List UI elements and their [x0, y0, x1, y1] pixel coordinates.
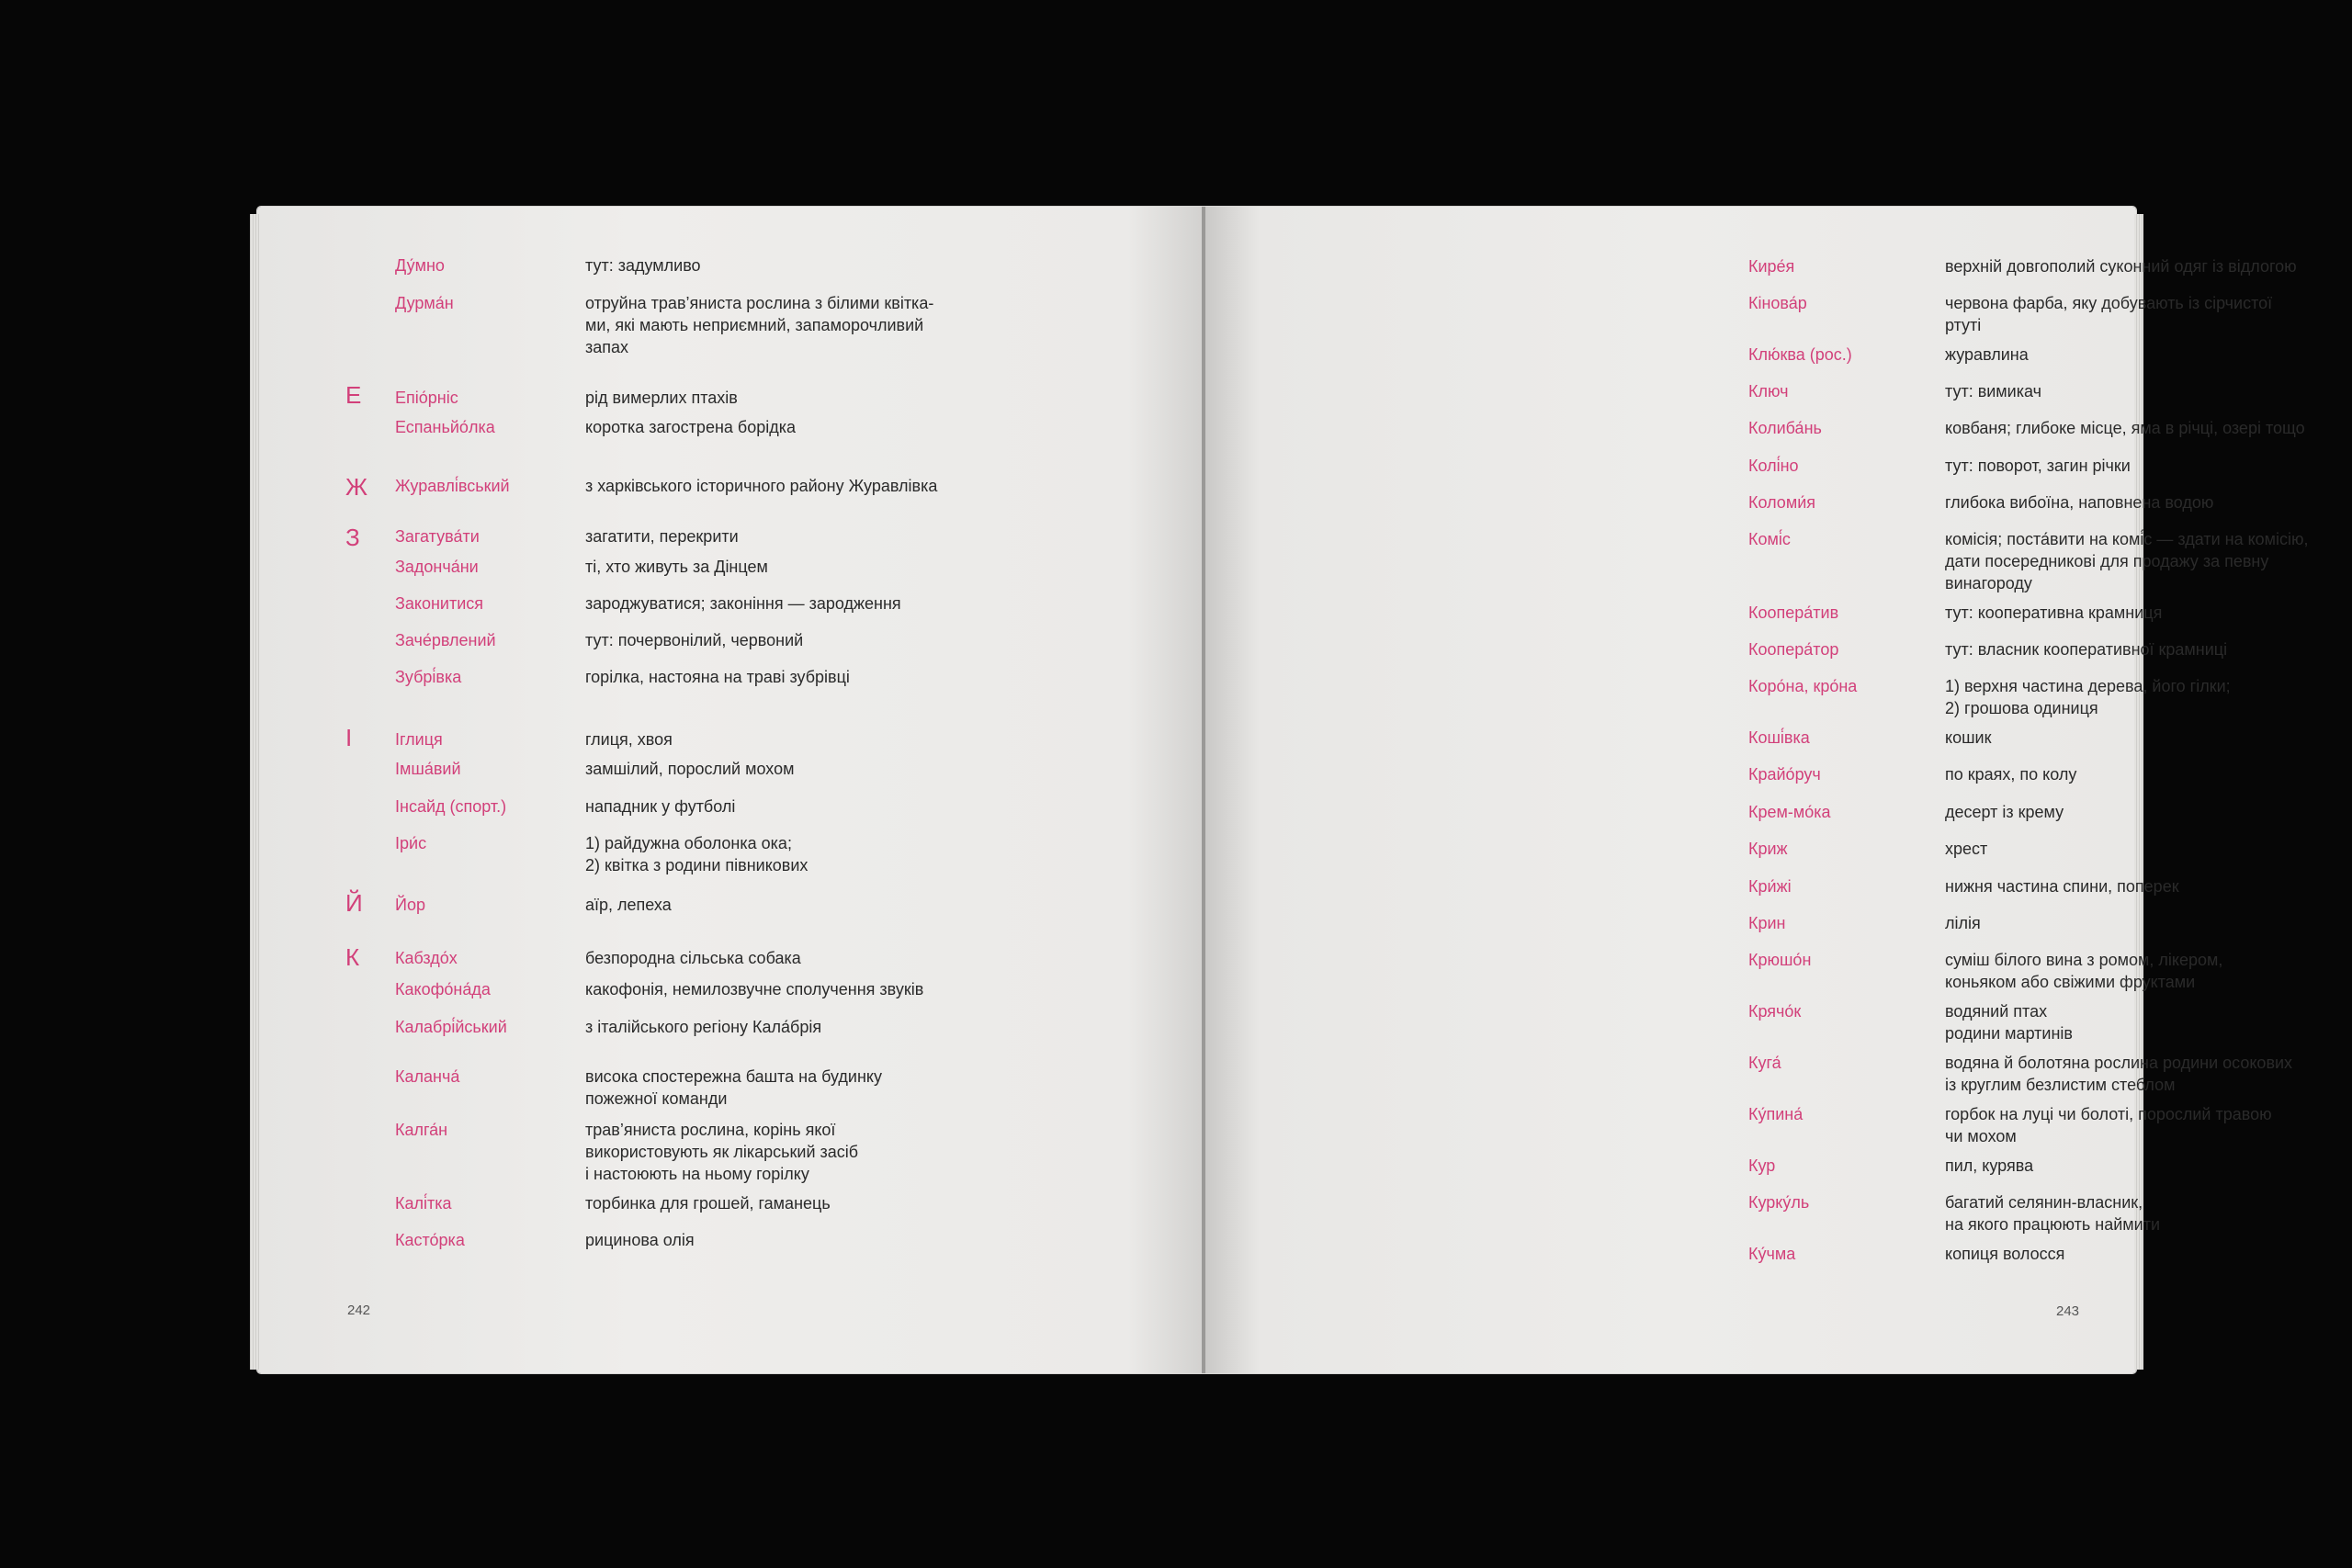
section-letter: К	[345, 943, 360, 971]
entry-definition-line: рід вимерлих птахів	[585, 389, 738, 407]
entry-word: Кри́жі	[1748, 877, 1792, 896]
entry-word: Ключ	[1748, 382, 1789, 400]
entry-word: Крячо́к	[1748, 1002, 1802, 1021]
right-page	[1204, 207, 2309, 1373]
entry-word: Йор	[395, 896, 425, 914]
entry-word: Крюшо́н	[1748, 951, 1812, 969]
entry-definition-line: тут: почервонілий, червоний	[585, 631, 804, 649]
entry-word: Кінова́р	[1748, 294, 1807, 312]
entry-definition-line: ковбаня; глибоке місце, яма в річці, озері тощо	[1945, 419, 2305, 437]
entry-definition-line: какофонія, немилозвучне сполучення звуків	[585, 980, 924, 998]
page-edges-left	[250, 214, 259, 1370]
entry-definition-line: і настоюють на ньому горілку	[585, 1165, 809, 1183]
entry-definition-line: по краях, по колу	[1945, 765, 2077, 784]
entry-definition-line: хрест	[1945, 840, 1988, 858]
entry-definition-line: тут: поворот, загин річки	[1945, 457, 2131, 475]
entry-definition-line: використовують як лікарський засіб	[585, 1143, 859, 1161]
entry-word: Журавлі́вський	[395, 477, 510, 495]
entry-definition-line: глиця, хвоя	[585, 730, 673, 749]
section-letter: Е	[345, 381, 362, 409]
entry-word: Заче́рвлений	[395, 631, 496, 649]
section-letter: Ж	[345, 473, 368, 501]
entry-definition-line: безпородна сільська собака	[585, 949, 801, 967]
entry-definition-line: замшілий, порослий мохом	[585, 760, 795, 778]
entry-definition-line: червона фарба, яку добувають із сірчистої	[1945, 294, 2273, 312]
entry-definition-line: тут: власник кооперативної крамниці	[1945, 640, 2228, 659]
entry-definition-line: пил, курява	[1945, 1156, 2034, 1175]
entry-word: Колиба́нь	[1748, 419, 1822, 437]
entry-word: Калабрі́йський	[395, 1018, 507, 1036]
entry-word: Калі́тка	[395, 1194, 452, 1213]
entry-word: Коломи́я	[1748, 493, 1815, 512]
entry-word: Зубрі́вка	[395, 668, 462, 686]
entry-definition-line: родини мартинів	[1945, 1024, 2073, 1043]
entry-definition-line: ті, хто живуть за Дінцем	[585, 558, 768, 576]
entry-word: Іглиця	[395, 730, 443, 749]
entry-definition-line: тут: кооперативна крамниця	[1945, 604, 2163, 622]
entry-word: Ку́чма	[1748, 1245, 1796, 1263]
entry-word: Іри́с	[395, 834, 427, 852]
entry-word: Куга́	[1748, 1054, 1781, 1072]
entry-word: Клю́ква (рос.)	[1748, 345, 1852, 364]
entry-definition-line: десерт із крему	[1945, 803, 2064, 821]
entry-definition-line: коньяком або свіжими фруктами	[1945, 973, 2196, 991]
entry-definition-line: зароджуватися; законіння — зародження	[585, 594, 901, 613]
open-book	[257, 207, 2309, 1373]
entry-word: Комі́с	[1748, 530, 1791, 548]
entry-definition-line: комісія; поста́вити на комі́с — здати на комісію,	[1945, 530, 2309, 548]
entry-word: Касто́рка	[395, 1231, 465, 1249]
entry-definition-line: висока спостережна башта на будинку	[585, 1067, 882, 1086]
entry-definition-line: пожежної команди	[585, 1089, 728, 1108]
entry-word: Колі́но	[1748, 457, 1799, 475]
page-number-left: 242	[347, 1303, 371, 1318]
entry-definition-line: запах	[585, 338, 629, 356]
entry-definition-line: із круглим безлистим стеблом	[1945, 1076, 2176, 1094]
entry-word: Епіо́рніс	[395, 389, 458, 407]
entry-word: Кабздо́х	[395, 949, 458, 967]
entry-definition-line: суміш білого вина з ромом, лікером,	[1945, 951, 2223, 969]
entry-definition-line: журавлина	[1945, 345, 2029, 364]
entry-word: Коопера́тив	[1748, 604, 1839, 622]
entry-definition-line: нижня частина спини, поперек	[1945, 877, 2179, 896]
entry-definition-line: горбок на луці чи болоті, порослий травою	[1945, 1105, 2272, 1123]
entry-definition-line: коротка загострена борідка	[585, 418, 797, 436]
entry-definition-line: лілія	[1945, 914, 1981, 932]
entry-definition-line: багатий селянин-власник,	[1945, 1193, 2143, 1212]
entry-definition-line: тут: задумливо	[585, 256, 701, 275]
entry-definition-line: з харківського історичного району Журавлівка	[585, 477, 938, 495]
entry-word: Курку́ль	[1748, 1193, 1810, 1212]
entry-definition-line: винагороду	[1945, 574, 2032, 592]
entry-definition-line: 2) грошова одиниця	[1945, 699, 2098, 717]
entry-definition-line: загатити, перекрити	[585, 527, 739, 546]
entry-definition-line: копиця волосся	[1945, 1245, 2065, 1263]
entry-definition-line: водяний птах	[1945, 1002, 2048, 1021]
entry-word: Ку́пина́	[1748, 1105, 1804, 1123]
entry-definition-line: водяна й болотяна рослина родини осокових	[1945, 1054, 2293, 1072]
entry-definition-line: отруйна трав’яниста рослина з білими квітка-	[585, 294, 934, 312]
entry-definition-line: верхній довгополий суконний одяг із відлогою	[1945, 257, 2297, 276]
entry-word: Імша́вий	[395, 760, 461, 778]
entry-definition-line: трав’яниста рослина, корінь якої	[585, 1121, 836, 1139]
entry-definition-line: аїр, лепеха	[585, 896, 672, 914]
page-number-right: 243	[2056, 1303, 2080, 1319]
entry-word: Задонча́ни	[395, 558, 479, 576]
entry-word: Ду́мно	[395, 256, 445, 275]
entry-definition-line: ртуті	[1945, 316, 1982, 334]
entry-definition-line: тут: вимикач	[1945, 382, 2042, 400]
entry-word: Криж	[1748, 840, 1788, 858]
section-letter: Й	[345, 889, 363, 917]
entry-word: Кур	[1748, 1156, 1776, 1175]
entry-word: Еспаньйо́лка	[395, 418, 495, 436]
entry-word: Какофо́на́да	[395, 980, 491, 998]
entry-definition-line: горілка, настояна на траві зубрівці	[585, 668, 850, 686]
left-page	[257, 207, 1204, 1373]
entry-word: Крем-мо́ка	[1748, 803, 1831, 821]
entry-word: Коро́на, кро́на	[1748, 677, 1858, 695]
entry-word: Інсайд (спорт.)	[395, 797, 507, 816]
book-gutter	[1202, 207, 1205, 1373]
entry-definition-line: на якого працюють наймити	[1945, 1215, 2161, 1234]
entry-word: Дурма́н	[395, 294, 454, 312]
entry-word: Кире́я	[1748, 257, 1795, 276]
entry-definition-line: з італійського регіону Кала́брія	[585, 1018, 822, 1036]
section-letter: З	[345, 524, 360, 551]
entry-definition-line: нападник у футболі	[585, 797, 736, 816]
section-letter: І	[345, 724, 353, 751]
entry-word: Коші́вка	[1748, 728, 1810, 747]
entry-definition-line: торбинка для грошей, гаманець	[585, 1194, 831, 1213]
entry-definition-line: 1) верхня частина дерева, його гілки;	[1945, 677, 2231, 695]
entry-definition-line: дати посередникові для продажу за певну	[1945, 552, 2269, 570]
entry-definition-line: 1) райдужна оболонка ока;	[585, 834, 792, 852]
entry-definition-line: 2) квітка з родини півникових	[585, 856, 808, 874]
entry-definition-line: рицинова олія	[585, 1231, 695, 1249]
entry-definition-line: глибока вибоїна, наповнена водою	[1945, 493, 2214, 512]
entry-word: Загатува́ти	[395, 527, 480, 546]
entry-definition-line: кошик	[1945, 728, 1992, 747]
entry-definition-line: чи мохом	[1945, 1127, 2017, 1145]
entry-word: Каланча́	[395, 1067, 460, 1086]
entry-definition-line: ми, які мають неприємний, запаморочливий	[585, 316, 924, 334]
entry-word: Крайо́руч	[1748, 765, 1821, 784]
entry-word: Законитися	[395, 594, 484, 613]
entry-word: Калга́н	[395, 1121, 448, 1139]
entry-word: Коопера́тор	[1748, 640, 1839, 659]
entry-word: Крин	[1748, 914, 1786, 932]
